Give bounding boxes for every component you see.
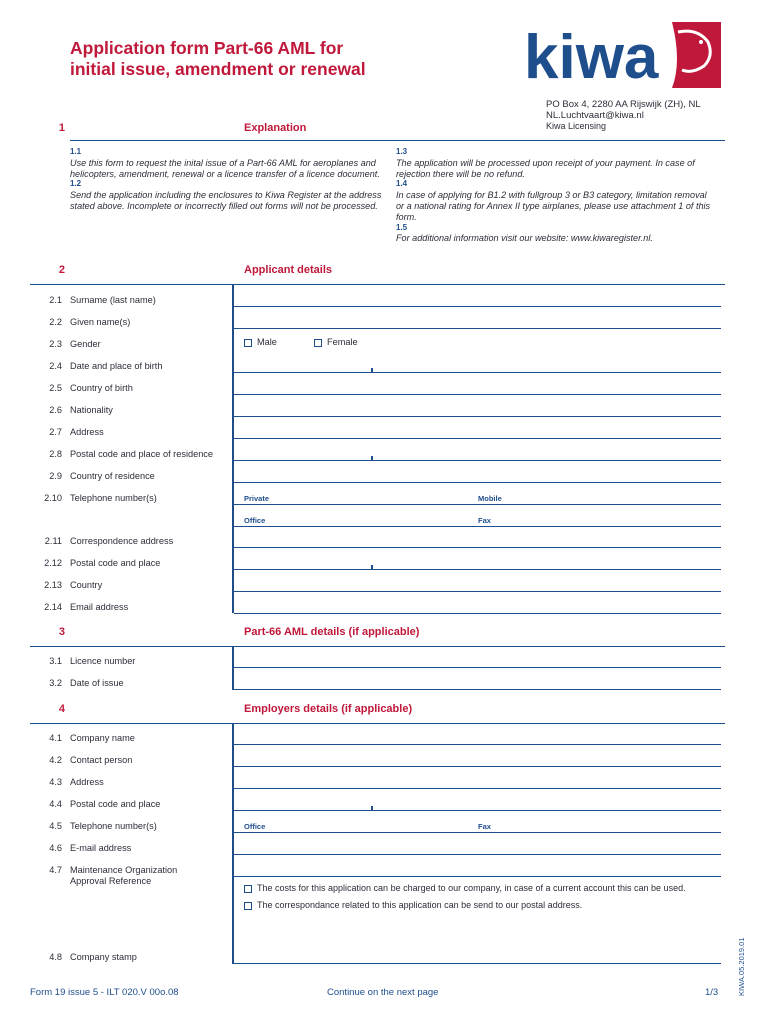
- phone-office-fax-field[interactable]: [234, 526, 721, 527]
- kiwa-logo: [522, 22, 721, 88]
- approval-reference-field[interactable]: [234, 876, 721, 877]
- row-2-11-label: Correspondence address: [70, 536, 174, 546]
- title-line-1: Application form Part-66 AML for: [70, 38, 344, 58]
- row-2-8-label: Postal code and place of residence: [70, 449, 214, 459]
- birth-date-place-field[interactable]: [234, 372, 721, 373]
- section-4-title: Employers details (if applicable): [244, 703, 413, 715]
- explanation-left: [70, 147, 382, 212]
- row-2-4-number: 2.4: [49, 361, 62, 371]
- section-1-rule: [70, 140, 725, 141]
- phone-fax-label: Fax: [478, 516, 491, 525]
- company-email-field[interactable]: [234, 854, 721, 855]
- section-4-rule: [30, 723, 725, 724]
- row-2-10-number: 2.10: [44, 493, 62, 503]
- section-3-rule: [30, 646, 725, 647]
- date-of-issue-field[interactable]: [234, 689, 721, 690]
- row-2-12-label: Postal code and place: [70, 558, 161, 568]
- row-2-14-number: 2.14: [44, 602, 62, 612]
- contact-address: [546, 99, 701, 132]
- row-2-5-label: Country of birth: [70, 383, 133, 393]
- correspondence-country-field[interactable]: [234, 591, 721, 592]
- continue-note: Continue on the next page: [327, 987, 439, 998]
- page-number: 1/3: [705, 987, 719, 998]
- row-2-7-number: 2.7: [49, 427, 62, 437]
- expl-1-4-id: 1.4: [396, 179, 408, 189]
- row-4-7-label: Maintenance Organization Approval Reference: [70, 865, 178, 886]
- section-3-number: 3: [58, 626, 65, 638]
- row-2-12-number: 2.12: [44, 558, 62, 568]
- row-4-1-label: Company name: [70, 733, 135, 743]
- nationality-field[interactable]: [234, 416, 721, 417]
- phone-office-label: Office: [244, 516, 266, 525]
- given-names-field[interactable]: [234, 328, 721, 329]
- row-4-5-label: Telephone number(s): [70, 821, 157, 831]
- row-4-2-number: 4.2: [49, 755, 62, 765]
- row-3-2-label: Date of issue: [70, 678, 124, 688]
- gender-male-checkbox[interactable]: [244, 339, 252, 347]
- row-2-13-label: Country: [70, 580, 103, 590]
- phone-private-mobile-field[interactable]: [234, 504, 721, 505]
- row-4-7-number: 4.7: [49, 865, 62, 875]
- section-3-title: Part-66 AML details (if applicable): [244, 626, 420, 638]
- section-3-column-line: [232, 646, 234, 690]
- row-4-1-number: 4.1: [49, 733, 62, 743]
- correspondence-address-field[interactable]: [234, 547, 721, 548]
- section-2-title: Applicant details: [244, 264, 333, 276]
- section-4-column-line: [232, 723, 234, 964]
- row-2-10-label: Telephone number(s): [70, 493, 157, 503]
- licence-number-field[interactable]: [234, 667, 721, 668]
- row-4-5-number: 4.5: [49, 821, 62, 831]
- section-4-number: 4: [58, 703, 65, 715]
- section-2-rule: [30, 284, 725, 285]
- phone-mobile-label: Mobile: [478, 494, 502, 503]
- row-2-11-number: 2.11: [44, 536, 62, 546]
- correspondence-postal-field[interactable]: [234, 569, 721, 570]
- row-4-4-label: Postal code and place: [70, 799, 161, 809]
- row-2-3-number: 2.3: [49, 339, 62, 349]
- row-2-9-label: Country of residence: [70, 471, 155, 481]
- row-2-3-label: Gender: [70, 339, 101, 349]
- expl-1-2-text: Send the application including the enclosures to Kiwa Register at the address stated above. Incomplete or incorrectly filled out forms will not be processed.: [70, 190, 382, 211]
- expl-1-1-id: 1.1: [70, 147, 82, 156]
- phone-private-label: Private: [244, 494, 270, 503]
- row-2-2-label: Given name(s): [70, 317, 131, 327]
- section-1-number: 1: [58, 122, 65, 134]
- country-of-residence-field[interactable]: [234, 482, 721, 483]
- row-2-1-number: 2.1: [49, 295, 62, 305]
- row-3-2-number: 3.2: [49, 678, 62, 688]
- row-2-13-number: 2.13: [44, 580, 62, 590]
- page-title: [70, 38, 430, 80]
- row-2-6-label: Nationality: [70, 405, 113, 415]
- residence-postal-field[interactable]: [234, 460, 721, 461]
- gender-male-label: Male: [257, 337, 277, 347]
- row-4-4-number: 4.4: [49, 799, 62, 809]
- expl-1-1-text: Use this form to request the inital issue of a Part-66 AML for aeroplanes and helicopters, amendment, renewal or a licence transfer of a licence document.: [70, 157, 380, 179]
- row-2-7-label: Address: [70, 427, 104, 437]
- contact-person-field[interactable]: [234, 766, 721, 767]
- company-postal-field[interactable]: [234, 810, 721, 811]
- row-2-4-label: Date and place of birth: [70, 361, 163, 371]
- charge-company-label: The costs for this application can be charged to our company, in case of a current account this can be used.: [257, 883, 686, 893]
- row-4-8-label: Company stamp: [70, 952, 137, 962]
- address-field[interactable]: [234, 438, 721, 439]
- company-name-field[interactable]: [234, 744, 721, 745]
- expl-1-2-id: 1.2: [70, 179, 82, 189]
- row-4-2-label: Contact person: [70, 755, 133, 765]
- row-4-8-number: 4.8: [49, 952, 62, 962]
- section-2-column-line: [232, 284, 234, 613]
- title-line-2: initial issue, amendment or renewal: [70, 59, 366, 79]
- expl-1-5-text: For additional information visit our website: www.kiwaregister.nl.: [396, 233, 653, 244]
- email-field[interactable]: [234, 613, 721, 614]
- row-2-8-number: 2.8: [49, 449, 62, 459]
- section-1-title: Explanation: [244, 122, 307, 134]
- row-4-6-number: 4.6: [49, 843, 62, 853]
- explanation-right: [396, 147, 716, 244]
- address-org: Kiwa Licensing: [546, 121, 607, 131]
- address-email: NL.Luchtvaart@kiwa.nl: [546, 110, 644, 121]
- row-3-1-label: Licence number: [70, 656, 136, 666]
- company-stamp-area[interactable]: [234, 963, 721, 964]
- logo-wordmark: kiwa: [524, 23, 659, 88]
- company-phone-fax-label: Fax: [478, 822, 491, 831]
- row-4-6-label: E-mail address: [70, 843, 132, 853]
- expl-1-4-text: In case of applying for B1.2 with fullgroup 3 or B3 category, limitation removal or a national rating for Annex II type airplanes, please use attachment 1 of this form.: [396, 190, 711, 222]
- gender-female-label: Female: [327, 337, 358, 347]
- form-code: Form 19 issue 5 - ILT 020.V 00o.08: [30, 987, 179, 998]
- row-2-2-number: 2.2: [49, 317, 62, 327]
- postal-correspondence-label: The correspondance related to this application can be send to our postal address.: [257, 900, 583, 910]
- row-2-5-number: 2.5: [49, 383, 62, 393]
- expl-1-3-id: 1.3: [396, 147, 408, 156]
- section-2-number: 2: [58, 264, 65, 276]
- postal-correspondence-checkbox[interactable]: [244, 902, 252, 910]
- row-4-3-number: 4.3: [49, 777, 62, 787]
- row-2-9-number: 2.9: [49, 471, 62, 481]
- row-2-6-number: 2.6: [49, 405, 62, 415]
- surname-field[interactable]: [234, 306, 721, 307]
- company-address-field[interactable]: [234, 788, 721, 789]
- company-phone-office-label: Office: [244, 822, 266, 831]
- charge-company-checkbox[interactable]: [244, 885, 252, 893]
- address-line-1: PO Box 4, 2280 AA Rijswijk (ZH), NL: [546, 99, 701, 110]
- expl-1-5-id: 1.5: [396, 222, 408, 232]
- row-2-1-label: Surname (last name): [70, 295, 156, 305]
- company-phone-field[interactable]: [234, 832, 721, 833]
- expl-1-3-text: The application will be processed upon receipt of your payment. In case of rejection there will be no refund.: [396, 157, 695, 179]
- document-code-vertical: KIWA.05.2019.01: [737, 937, 746, 996]
- gender-female-checkbox[interactable]: [314, 339, 322, 347]
- country-of-birth-field[interactable]: [234, 394, 721, 395]
- row-2-14-label: Email address: [70, 602, 129, 612]
- row-3-1-number: 3.1: [49, 656, 62, 666]
- row-4-3-label: Address: [70, 777, 104, 787]
